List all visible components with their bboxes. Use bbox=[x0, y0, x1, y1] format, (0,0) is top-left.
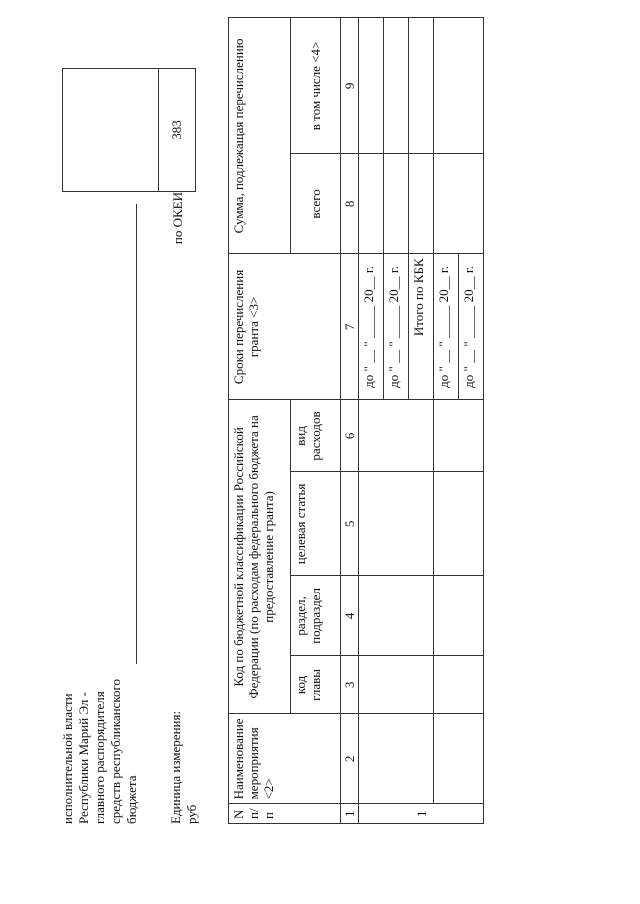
okei-label: по ОКЕИ bbox=[170, 192, 185, 245]
date-cell[interactable]: до " __ " _____ 20__ г. bbox=[459, 254, 484, 400]
column-number: 7 bbox=[341, 254, 359, 400]
column-number: 6 bbox=[341, 400, 359, 472]
col-n-header: N п/п bbox=[229, 804, 341, 824]
exptype-cell[interactable] bbox=[359, 400, 434, 472]
chapter-cell[interactable] bbox=[359, 656, 434, 714]
authority-fill-line-2 bbox=[136, 204, 137, 314]
column-number: 8 bbox=[341, 154, 359, 254]
col-including-header: в том числе <4> bbox=[291, 18, 341, 154]
total-cell[interactable] bbox=[384, 154, 409, 254]
total-cell[interactable] bbox=[359, 154, 384, 254]
total-cell[interactable] bbox=[434, 154, 484, 254]
okei-empty-cell bbox=[63, 69, 159, 191]
authority-line: средств республиканского bbox=[108, 679, 123, 824]
unit-value: руб bbox=[184, 804, 199, 824]
okei-value: 383 bbox=[169, 120, 184, 140]
grants-table bbox=[228, 17, 484, 824]
column-number: 2 bbox=[341, 714, 359, 804]
authority-line: Республики Марий Эл - bbox=[76, 692, 91, 824]
unit-block bbox=[168, 684, 200, 824]
okei-box bbox=[62, 68, 196, 192]
col-sum-header: Сумма, подлежащая перечислению bbox=[229, 18, 291, 254]
including-cell[interactable] bbox=[434, 18, 484, 154]
date-cell[interactable]: до " __ " _____ 20__ г. bbox=[434, 254, 459, 400]
authority-line: главного распорядителя bbox=[92, 691, 107, 824]
col-kbk-header: Код по бюджетной классификации Российской Федерации (по расходам федерального бюджета на предоставление гранта) bbox=[229, 400, 291, 714]
row-number-cell: 1 bbox=[359, 804, 484, 824]
column-number: 1 bbox=[341, 804, 359, 824]
section-cell[interactable] bbox=[434, 576, 484, 656]
col-exptype-header: вид расходов bbox=[291, 400, 341, 472]
target-cell[interactable] bbox=[359, 472, 434, 576]
including-cell[interactable] bbox=[409, 18, 434, 154]
authority-text bbox=[60, 664, 140, 824]
table-row bbox=[359, 18, 384, 824]
col-section-header: раздел, подраздел bbox=[291, 576, 341, 656]
col-chapter-header: код главы bbox=[291, 656, 341, 714]
target-cell[interactable] bbox=[434, 472, 484, 576]
chapter-cell[interactable] bbox=[434, 656, 484, 714]
including-cell[interactable] bbox=[384, 18, 409, 154]
authority-line: бюджета bbox=[124, 775, 139, 824]
col-target-header: целевая статья bbox=[291, 472, 341, 576]
name-cell[interactable] bbox=[434, 714, 484, 804]
col-terms-header: Сроки перечисления гранта <3> bbox=[229, 254, 341, 400]
unit-label: Единица измерения: bbox=[168, 710, 183, 824]
kbk-total-label: Итого по КБК bbox=[409, 254, 434, 400]
name-cell[interactable] bbox=[359, 714, 434, 804]
authority-line: исполнительной власти bbox=[60, 693, 75, 824]
exptype-cell[interactable] bbox=[434, 400, 484, 472]
header-row bbox=[229, 18, 291, 824]
date-cell[interactable]: до " __ " _____ 20__ г. bbox=[384, 254, 409, 400]
col-name-header: Наименование мероприятия <2> bbox=[229, 714, 341, 804]
column-numbers-row bbox=[341, 18, 359, 824]
subheader-row bbox=[291, 18, 341, 824]
date-cell[interactable]: до " __ " _____ 20__ г. bbox=[359, 254, 384, 400]
authority-fill-line bbox=[136, 314, 137, 664]
column-number: 4 bbox=[341, 576, 359, 656]
column-number: 9 bbox=[341, 18, 359, 154]
table-row bbox=[434, 18, 459, 824]
column-number: 3 bbox=[341, 656, 359, 714]
including-cell[interactable] bbox=[359, 18, 384, 154]
column-number: 5 bbox=[341, 472, 359, 576]
total-cell[interactable] bbox=[409, 154, 434, 254]
col-total-header: всего bbox=[291, 154, 341, 254]
section-cell[interactable] bbox=[359, 576, 434, 656]
